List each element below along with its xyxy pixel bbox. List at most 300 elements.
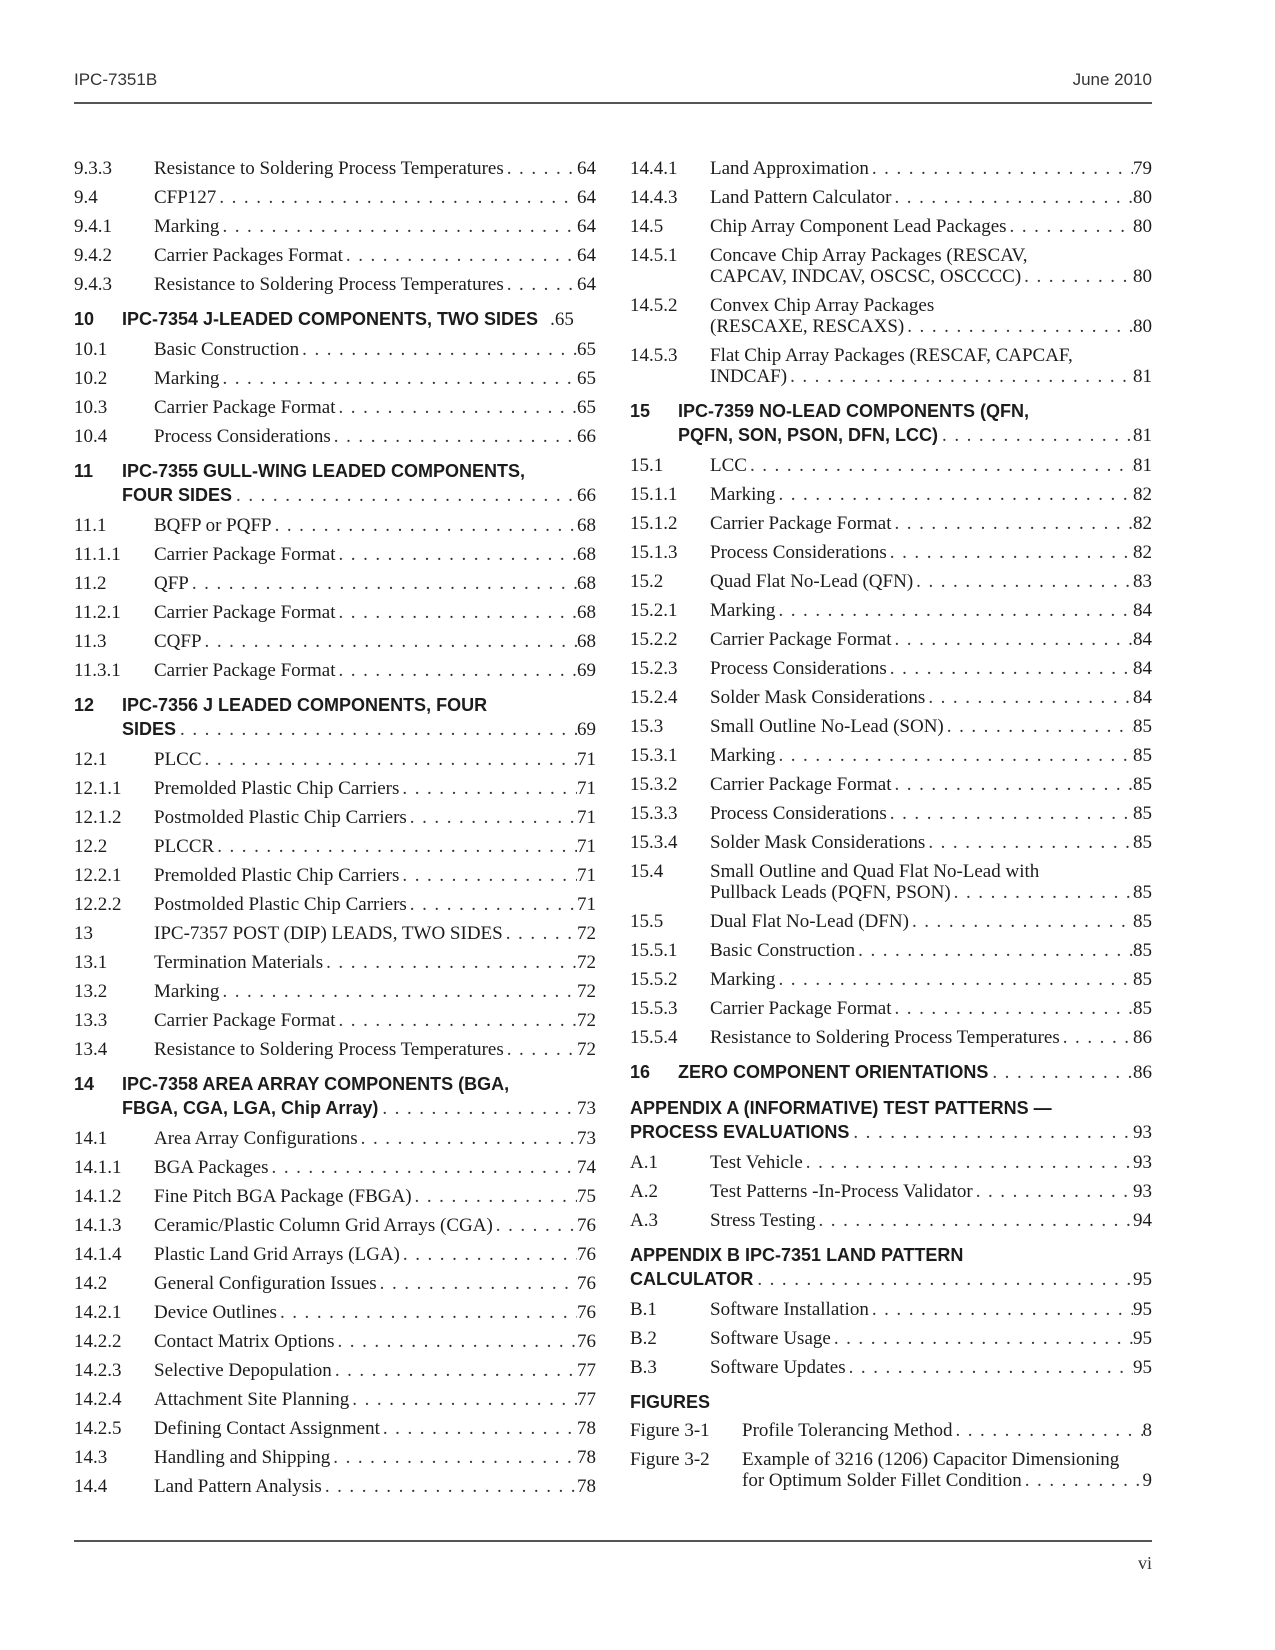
section-number: 16 bbox=[630, 1062, 651, 1082]
toc-section-heading bbox=[74, 459, 596, 507]
toc-entry bbox=[630, 832, 1152, 853]
page-ref: 85 bbox=[1133, 911, 1152, 932]
page-ref: 85 bbox=[1133, 745, 1152, 766]
page-ref: 64 bbox=[577, 187, 596, 208]
entry-title: Marking bbox=[710, 745, 776, 766]
entry-number: 14.2.3 bbox=[74, 1360, 122, 1381]
toc-entry bbox=[630, 542, 1152, 563]
entry-title: BQFP or PQFP bbox=[154, 515, 272, 536]
toc-entry bbox=[74, 1039, 596, 1060]
page-ref: 72 bbox=[577, 1010, 596, 1031]
entry-title: CQFP bbox=[154, 631, 202, 652]
page-ref: 79 bbox=[1133, 158, 1152, 179]
page-number: vi bbox=[1137, 1553, 1152, 1573]
entry-title: Solder Mask Considerations bbox=[710, 687, 926, 708]
page-ref: 85 bbox=[1133, 774, 1152, 795]
page-ref: 9 bbox=[1142, 1470, 1152, 1491]
toc-entry bbox=[630, 295, 1152, 337]
toc-entry bbox=[630, 345, 1152, 387]
page-ref: 80 bbox=[1133, 216, 1152, 237]
page-ref: 95 bbox=[1133, 1328, 1152, 1349]
page-ref: 64 bbox=[577, 216, 596, 237]
entry-title: Premolded Plastic Chip Carriers bbox=[154, 778, 400, 799]
entry-title: Dual Flat No-Lead (DFN) bbox=[710, 911, 909, 932]
page-ref: 81 bbox=[1133, 425, 1152, 446]
page-ref: 73 bbox=[577, 1128, 596, 1149]
entry-number: 14.1.3 bbox=[74, 1215, 122, 1236]
toc-entry bbox=[74, 274, 596, 295]
header-rule bbox=[74, 102, 1152, 104]
page-ref: 66 bbox=[577, 485, 596, 506]
entry-title: Basic Construction bbox=[710, 940, 856, 961]
page-ref: 71 bbox=[577, 778, 596, 799]
toc-entry bbox=[74, 952, 596, 973]
toc-entry bbox=[630, 158, 1152, 179]
page-ref: 74 bbox=[577, 1157, 596, 1178]
entry-title: Carrier Package Format bbox=[154, 660, 336, 681]
page-ref: 81 bbox=[1133, 455, 1152, 476]
entry-title: Postmolded Plastic Chip Carriers bbox=[154, 807, 407, 828]
entry-number: 14.1.1 bbox=[74, 1157, 122, 1178]
page-ref: 85 bbox=[1133, 882, 1152, 903]
toc-entry bbox=[630, 745, 1152, 766]
figure-title: Profile Tolerancing Method bbox=[742, 1420, 953, 1441]
entry-number: 14.2.4 bbox=[74, 1389, 122, 1410]
page-ref: 71 bbox=[577, 749, 596, 770]
page-ref: 82 bbox=[1133, 542, 1152, 563]
page-ref: 84 bbox=[1133, 658, 1152, 679]
entry-title: CFP127 bbox=[154, 187, 217, 208]
entry-number: 11.2 bbox=[74, 573, 107, 594]
toc-entry bbox=[630, 969, 1152, 990]
page-ref: 78 bbox=[577, 1418, 596, 1439]
toc-entry bbox=[630, 1152, 1152, 1173]
page-ref: 68 bbox=[577, 573, 596, 594]
appendix-title: APPENDIX A (INFORMATIVE) TEST PATTERNS — bbox=[630, 1098, 1052, 1118]
entry-title: Contact Matrix Options bbox=[154, 1331, 335, 1352]
toc-entry bbox=[74, 1302, 596, 1323]
page-ref: 84 bbox=[1133, 629, 1152, 650]
entry-title: Attachment Site Planning bbox=[154, 1389, 350, 1410]
entry-number: 14.2 bbox=[74, 1273, 108, 1294]
entry-number: B.2 bbox=[630, 1328, 657, 1349]
section-title-cont: SIDES bbox=[122, 719, 177, 739]
page-ref: 71 bbox=[577, 894, 596, 915]
figure-title: Example of 3216 (1206) Capacitor Dimensioning bbox=[742, 1449, 1120, 1470]
entry-title: Carrier Package Format bbox=[154, 397, 336, 418]
page-ref: 84 bbox=[1133, 687, 1152, 708]
page-ref: 8 bbox=[1142, 1420, 1152, 1441]
page-ref: 95 bbox=[1133, 1269, 1152, 1290]
entry-number: 9.4 bbox=[74, 187, 98, 208]
page-ref: 66 bbox=[577, 426, 596, 447]
entry-number: B.3 bbox=[630, 1357, 657, 1378]
entry-number: 14.1.4 bbox=[74, 1244, 122, 1265]
entry-number: 15.3 bbox=[630, 716, 664, 737]
section-title: IPC-7359 NO-LEAD COMPONENTS (QFN, bbox=[678, 401, 1030, 421]
section-number: 12 bbox=[74, 695, 95, 715]
toc-entry bbox=[630, 245, 1152, 287]
section-number: 11 bbox=[74, 461, 94, 481]
section-number: 10 bbox=[74, 309, 95, 329]
entry-title: Process Considerations bbox=[710, 658, 887, 679]
page-ref: 68 bbox=[577, 515, 596, 536]
toc-entry bbox=[74, 1010, 596, 1031]
page-ref: 72 bbox=[577, 923, 596, 944]
toc-entry bbox=[74, 1476, 596, 1497]
page-ref: 64 bbox=[577, 158, 596, 179]
entry-title: Fine Pitch BGA Package (FBGA) bbox=[154, 1186, 412, 1207]
document-id: IPC-7351B bbox=[74, 70, 158, 89]
entry-number: 14.2.2 bbox=[74, 1331, 122, 1352]
section-title: IPC-7358 AREA ARRAY COMPONENTS (BGA, bbox=[122, 1074, 510, 1094]
page-ref: 76 bbox=[577, 1302, 596, 1323]
page-ref: 85 bbox=[1133, 998, 1152, 1019]
entry-number: 12.1.1 bbox=[74, 778, 122, 799]
entry-title: General Configuration Issues bbox=[154, 1273, 377, 1294]
toc-figure-entry bbox=[630, 1420, 1152, 1441]
entry-title-cont: Pullback Leads (PQFN, PSON) bbox=[710, 882, 951, 903]
entry-title: Resistance to Soldering Process Temperatures bbox=[154, 274, 504, 295]
toc-column-left bbox=[74, 158, 596, 1505]
page-ref: 64 bbox=[577, 245, 596, 266]
entry-title: Selective Depopulation bbox=[154, 1360, 332, 1381]
toc-entry bbox=[630, 1181, 1152, 1202]
page-ref: 80 bbox=[1133, 266, 1152, 287]
page-ref: 76 bbox=[577, 1331, 596, 1352]
entry-title-cont: (RESCAXE, RESCAXS) bbox=[710, 316, 905, 337]
entry-number: 15.5.2 bbox=[630, 969, 678, 990]
page-ref: 68 bbox=[577, 602, 596, 623]
toc-entry bbox=[74, 1244, 596, 1265]
page-ref: 75 bbox=[577, 1186, 596, 1207]
entry-title: Concave Chip Array Packages (RESCAV, bbox=[710, 245, 1028, 266]
page-header bbox=[74, 70, 1152, 96]
page-ref: 78 bbox=[577, 1476, 596, 1497]
toc-entry bbox=[630, 513, 1152, 534]
toc-entry bbox=[74, 426, 596, 447]
entry-number: 14.1.2 bbox=[74, 1186, 122, 1207]
entry-number: 14.5.3 bbox=[630, 345, 678, 366]
section-title-cont: FBGA, CGA, LGA, Chip Array) bbox=[122, 1098, 379, 1118]
entry-title: Land Approximation bbox=[710, 158, 869, 179]
page-ref: 76 bbox=[577, 1244, 596, 1265]
toc-entry bbox=[630, 998, 1152, 1019]
document-date: June 2010 bbox=[1072, 70, 1152, 89]
entry-number: 15.5.4 bbox=[630, 1027, 678, 1048]
entry-title: Postmolded Plastic Chip Carriers bbox=[154, 894, 407, 915]
entry-number: 15.1.3 bbox=[630, 542, 678, 563]
entry-number: 15.1 bbox=[630, 455, 664, 476]
entry-title: Device Outlines bbox=[154, 1302, 277, 1323]
entry-number: A.2 bbox=[630, 1181, 658, 1202]
entry-title: LCC bbox=[710, 455, 747, 476]
entry-number: 15.2.1 bbox=[630, 600, 678, 621]
entry-title: Chip Array Component Lead Packages bbox=[710, 216, 1007, 237]
entry-title: Carrier Package Format bbox=[710, 629, 892, 650]
entry-number: 10.2 bbox=[74, 368, 108, 389]
section-title: IPC-7356 J LEADED COMPONENTS, FOUR bbox=[122, 695, 488, 715]
page-ref: 93 bbox=[1133, 1152, 1152, 1173]
toc-entry bbox=[74, 1331, 596, 1352]
entry-number: 15.5.1 bbox=[630, 940, 678, 961]
page-ref: 65 bbox=[577, 368, 596, 389]
section-number: 14 bbox=[74, 1074, 95, 1094]
page-ref: 95 bbox=[1133, 1299, 1152, 1320]
page-ref: 93 bbox=[1133, 1181, 1152, 1202]
entry-number: 11.2.1 bbox=[74, 602, 121, 623]
page-ref: 72 bbox=[577, 981, 596, 1002]
page-ref: 86 bbox=[1133, 1062, 1152, 1083]
entry-number: 15.3.4 bbox=[630, 832, 678, 853]
figures-heading bbox=[630, 1390, 1152, 1414]
page-ref: .65 bbox=[550, 309, 574, 330]
entry-number: 12.1 bbox=[74, 749, 108, 770]
page-ref: 73 bbox=[577, 1098, 596, 1119]
entry-title: Handling and Shipping bbox=[154, 1447, 331, 1468]
page-ref: 85 bbox=[1133, 940, 1152, 961]
entry-number: 15.2.3 bbox=[630, 658, 678, 679]
entry-title: Resistance to Soldering Process Temperatures bbox=[710, 1027, 1060, 1048]
entry-number: 14.5.1 bbox=[630, 245, 678, 266]
appendix-title-cont: PROCESS EVALUATIONS bbox=[630, 1122, 850, 1142]
entry-number: 12.2 bbox=[74, 836, 108, 857]
entry-number: 15.3.3 bbox=[630, 803, 678, 824]
entry-number: 15.5.3 bbox=[630, 998, 678, 1019]
toc-entry bbox=[74, 216, 596, 237]
entry-number: 13.2 bbox=[74, 981, 108, 1002]
entry-number: 15.1.1 bbox=[630, 484, 678, 505]
appendix-title: APPENDIX B IPC-7351 LAND PATTERN bbox=[630, 1245, 964, 1265]
toc-entry bbox=[74, 894, 596, 915]
page-ref: 69 bbox=[577, 660, 596, 681]
toc-section-heading bbox=[74, 1072, 596, 1120]
entry-number: 11.1 bbox=[74, 515, 107, 536]
entry-title: Carrier Package Format bbox=[154, 602, 336, 623]
entry-number: 11.3.1 bbox=[74, 660, 121, 681]
entry-number: 12.2.1 bbox=[74, 865, 122, 886]
page-ref: 64 bbox=[577, 274, 596, 295]
entry-title: Land Pattern Calculator bbox=[710, 187, 892, 208]
toc-entry bbox=[630, 1027, 1152, 1048]
entry-number: 13.1 bbox=[74, 952, 108, 973]
entry-title: Carrier Package Format bbox=[154, 1010, 336, 1031]
toc-entry bbox=[630, 803, 1152, 824]
entry-title: Resistance to Soldering Process Temperatures bbox=[154, 158, 504, 179]
page-ref: 76 bbox=[577, 1215, 596, 1236]
entry-title: Marking bbox=[154, 216, 220, 237]
toc-entry bbox=[630, 455, 1152, 476]
toc-entry bbox=[74, 573, 596, 594]
page-ref: 76 bbox=[577, 1273, 596, 1294]
entry-title-cont: CAPCAV, INDCAV, OSCSC, OSCCCC) bbox=[710, 266, 1022, 287]
entry-title: Software Updates bbox=[710, 1357, 846, 1378]
toc-section-heading bbox=[630, 399, 1152, 447]
page-ref: 81 bbox=[1133, 366, 1152, 387]
toc-appendix-heading bbox=[630, 1243, 1152, 1291]
toc-entry bbox=[74, 631, 596, 652]
entry-title: PLCCR bbox=[154, 836, 215, 857]
section-title-cont: FOUR SIDES bbox=[122, 485, 233, 505]
entry-number: A.1 bbox=[630, 1152, 658, 1173]
entry-title: Carrier Package Format bbox=[710, 774, 892, 795]
page-ref: 78 bbox=[577, 1447, 596, 1468]
entry-number: 13 bbox=[74, 923, 93, 944]
entry-number: 12.1.2 bbox=[74, 807, 122, 828]
toc-entry bbox=[630, 1328, 1152, 1349]
entry-number: 15.3.2 bbox=[630, 774, 678, 795]
toc-entry bbox=[630, 1357, 1152, 1378]
entry-number: 15.3.1 bbox=[630, 745, 678, 766]
page-ref: 80 bbox=[1133, 316, 1152, 337]
toc-entry bbox=[630, 716, 1152, 737]
page-ref: 68 bbox=[577, 631, 596, 652]
entry-title: Plastic Land Grid Arrays (LGA) bbox=[154, 1244, 400, 1265]
entry-number: 10.4 bbox=[74, 426, 108, 447]
page-ref: 65 bbox=[577, 397, 596, 418]
page-ref: 85 bbox=[1133, 803, 1152, 824]
entry-number: 14.4.1 bbox=[630, 158, 678, 179]
figure-number: Figure 3-1 bbox=[630, 1420, 710, 1441]
entry-title: Basic Construction bbox=[154, 339, 300, 360]
toc-entry bbox=[74, 1128, 596, 1149]
page-ref: 82 bbox=[1133, 484, 1152, 505]
entry-title: Carrier Package Format bbox=[710, 513, 892, 534]
entry-title: Process Considerations bbox=[710, 803, 887, 824]
entry-title: Carrier Package Format bbox=[710, 998, 892, 1019]
entry-title: Stress Testing bbox=[710, 1210, 816, 1231]
entry-title: BGA Packages bbox=[154, 1157, 269, 1178]
toc-entry bbox=[74, 158, 596, 179]
page-ref: 94 bbox=[1133, 1210, 1152, 1231]
toc-entry bbox=[74, 923, 596, 944]
toc-entry bbox=[74, 544, 596, 565]
entry-title: Small Outline No-Lead (SON) bbox=[710, 716, 944, 737]
entry-title: Marking bbox=[154, 981, 220, 1002]
entry-number: 9.4.1 bbox=[74, 216, 112, 237]
toc-entry bbox=[74, 1360, 596, 1381]
entry-number: B.1 bbox=[630, 1299, 657, 1320]
toc-entry bbox=[74, 1418, 596, 1439]
page-ref: 72 bbox=[577, 952, 596, 973]
entry-title: Test Vehicle bbox=[710, 1152, 803, 1173]
toc-entry bbox=[74, 397, 596, 418]
page-ref: 85 bbox=[1133, 716, 1152, 737]
entry-number: 10.3 bbox=[74, 397, 108, 418]
entry-title: Marking bbox=[154, 368, 220, 389]
toc-entry bbox=[74, 778, 596, 799]
toc-entry bbox=[630, 940, 1152, 961]
toc-entry bbox=[74, 660, 596, 681]
toc-entry bbox=[74, 187, 596, 208]
entry-title: Termination Materials bbox=[154, 952, 324, 973]
toc-section-heading bbox=[630, 1060, 1152, 1084]
entry-number: 15.2.2 bbox=[630, 629, 678, 650]
toc-entry bbox=[630, 484, 1152, 505]
toc-entry bbox=[630, 687, 1152, 708]
entry-title: Software Installation bbox=[710, 1299, 869, 1320]
entry-title: Marking bbox=[710, 600, 776, 621]
entry-number: 11.1.1 bbox=[74, 544, 121, 565]
entry-title: Area Array Configurations bbox=[154, 1128, 358, 1149]
entry-number: 10.1 bbox=[74, 339, 108, 360]
page-ref: 77 bbox=[577, 1360, 596, 1381]
toc-entry bbox=[74, 836, 596, 857]
entry-title: Small Outline and Quad Flat No-Lead with bbox=[710, 861, 1040, 882]
entry-number: 15.2 bbox=[630, 571, 664, 592]
page-ref: 77 bbox=[577, 1389, 596, 1410]
entry-title: Defining Contact Assignment bbox=[154, 1418, 380, 1439]
entry-title: Marking bbox=[710, 969, 776, 990]
section-title-cont: PQFN, SON, PSON, DFN, LCC) bbox=[678, 425, 939, 445]
toc-entry bbox=[630, 861, 1152, 903]
toc-entry bbox=[630, 600, 1152, 621]
entry-number: 14.5.2 bbox=[630, 295, 678, 316]
section-title: IPC-7355 GULL-WING LEADED COMPONENTS, bbox=[122, 461, 526, 481]
figures-title: FIGURES bbox=[630, 1392, 711, 1412]
entry-number: 13.3 bbox=[74, 1010, 108, 1031]
page-ref: 93 bbox=[1133, 1122, 1152, 1143]
toc-entry bbox=[630, 187, 1152, 208]
entry-title: Ceramic/Plastic Column Grid Arrays (CGA) bbox=[154, 1215, 493, 1236]
entry-number: 14.4.3 bbox=[630, 187, 678, 208]
toc-entry bbox=[74, 1447, 596, 1468]
entry-title: Marking bbox=[710, 484, 776, 505]
entry-number: 15.4 bbox=[630, 861, 664, 882]
entry-title: Flat Chip Array Packages (RESCAF, CAPCAF, bbox=[710, 345, 1073, 366]
toc-entry bbox=[74, 1215, 596, 1236]
toc-figure-entry bbox=[630, 1449, 1152, 1491]
toc-entry bbox=[630, 216, 1152, 237]
entry-title: Solder Mask Considerations bbox=[710, 832, 926, 853]
entry-number: 9.3.3 bbox=[74, 158, 112, 179]
entry-number: 14.1 bbox=[74, 1128, 108, 1149]
figure-title-cont: for Optimum Solder Fillet Condition bbox=[742, 1470, 1022, 1491]
toc-entry bbox=[74, 339, 596, 360]
entry-title: Land Pattern Analysis bbox=[154, 1476, 322, 1497]
entry-title: IPC-7357 POST (DIP) LEADS, TWO SIDES bbox=[154, 923, 503, 944]
page-ref: 65 bbox=[577, 339, 596, 360]
figure-number: Figure 3-2 bbox=[630, 1449, 710, 1470]
entry-number: 14.4 bbox=[74, 1476, 108, 1497]
entry-number: 12.2.2 bbox=[74, 894, 122, 915]
entry-number: 9.4.3 bbox=[74, 274, 112, 295]
toc-entry bbox=[630, 571, 1152, 592]
toc-entry bbox=[630, 629, 1152, 650]
page-ref: 71 bbox=[577, 807, 596, 828]
toc-entry bbox=[630, 658, 1152, 679]
page-ref: 82 bbox=[1133, 513, 1152, 534]
entry-number: 14.2.5 bbox=[74, 1418, 122, 1439]
entry-number: 15.2.4 bbox=[630, 687, 678, 708]
toc-entry bbox=[74, 1273, 596, 1294]
entry-title: Quad Flat No-Lead (QFN) bbox=[710, 571, 914, 592]
entry-number: 13.4 bbox=[74, 1039, 108, 1060]
entry-number: 15.5 bbox=[630, 911, 664, 932]
toc-appendix-heading bbox=[630, 1096, 1152, 1144]
appendix-title-cont: CALCULATOR bbox=[630, 1269, 754, 1289]
toc-section-heading bbox=[74, 693, 596, 741]
entry-number: A.3 bbox=[630, 1210, 658, 1231]
entry-title: Software Usage bbox=[710, 1328, 831, 1349]
toc-entry bbox=[74, 515, 596, 536]
toc-entry bbox=[630, 911, 1152, 932]
toc-entry bbox=[74, 865, 596, 886]
entry-number: 15.1.2 bbox=[630, 513, 678, 534]
entry-number: 14.5 bbox=[630, 216, 664, 237]
page-ref: 83 bbox=[1133, 571, 1152, 592]
toc-entry bbox=[74, 602, 596, 623]
